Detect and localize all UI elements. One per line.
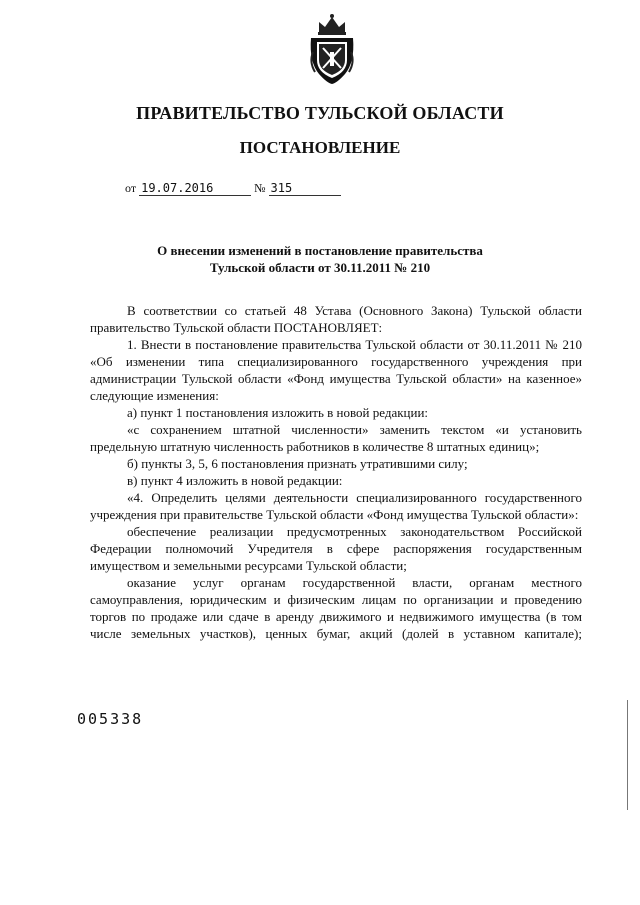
- subject-line: Тульской области от 30.11.2011 № 210: [209, 260, 431, 275]
- document-subject: [0, 242, 640, 276]
- document-type-title: ПОСТАНОВЛЕНИЕ: [239, 138, 401, 157]
- document-date: 19.07.2016: [139, 182, 251, 196]
- paragraph: «4. Определить целями деятельности специализированного государственного учреждения при правительстве Тульской области «Фонд имущества Тульской области»:: [90, 490, 582, 522]
- paragraph: в) пункт 4 изложить в новой редакции:: [127, 473, 343, 488]
- paragraph: б) пункты 3, 5, 6 постановления признать утратившими силу;: [127, 456, 468, 471]
- scan-edge-line: [627, 700, 628, 810]
- paragraph: «с сохранением штатной численности» заменить текстом «и установить предельную штатную численность работников в количестве 8 штатных единиц»;: [90, 422, 582, 454]
- paragraph: обеспечение реализации предусмотренных законодательством Российской Федерации полномочий Учредителя в сфере распоряжения государственным имуществом и земельными ресурсами Тульской области;: [90, 524, 582, 573]
- serial-number: 005338: [77, 710, 144, 728]
- document-body: [90, 302, 582, 642]
- paragraph: оказание услуг органам государственной власти, органам местного самоуправления, юридическим и физическим лицам по организации и проведению торгов по продаже или сдаче в аренду движимого и недвижимого имущества (в том числе земельных участков), ценных бумаг, акций (долей в уставном капитале);: [90, 575, 582, 641]
- subject-line: О внесении изменений в постановление правительства: [157, 243, 483, 258]
- document-number: 315: [269, 182, 341, 196]
- paragraph: а) пункт 1 постановления изложить в новой редакции:: [127, 405, 429, 420]
- paragraph: В соответствии со статьей 48 Устава (Основного Закона) Тульской области правительство Тульской области ПОСТАНОВЛЯЕТ:: [90, 303, 582, 335]
- paragraph: 1. Внести в постановление правительства Тульской области от 30.11.2011 № 210 «Об изменении типа специализированного государственного учреждения при администрации Тульской области «Фонд имущества Тульской области» на казенное» следующие изменения:: [90, 337, 582, 403]
- date-number-line: [122, 181, 341, 196]
- organization-title: ПРАВИТЕЛЬСТВО ТУЛЬСКОЙ ОБЛАСТИ: [136, 103, 504, 123]
- coat-of-arms-emblem: [305, 12, 359, 88]
- number-label: №: [254, 181, 266, 195]
- from-label: от: [125, 181, 137, 195]
